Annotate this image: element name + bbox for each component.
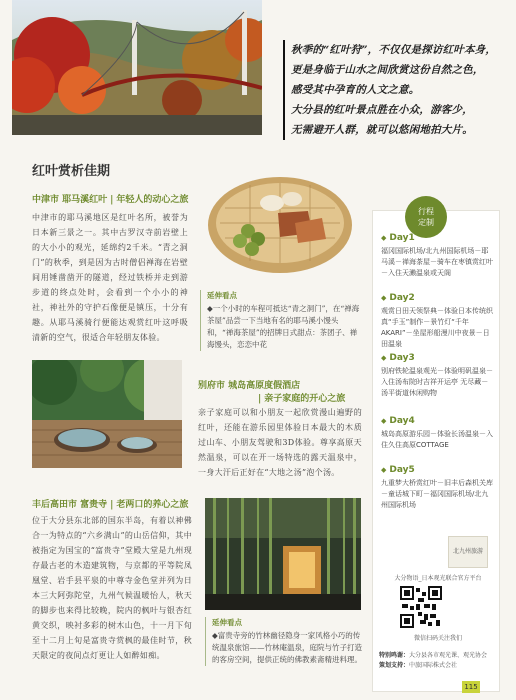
credit-2-value: 中旅国际株式会社 [409,662,458,669]
badge-line-2: 定制 [418,218,434,227]
article-3-theme: 老两口的养心之旅 [116,500,189,510]
itinerary-day-1 [381,233,495,279]
article-3-body: 位于大分县东北部的国东半岛，有着以神佛合一为特点的“六乡满山”的山岳信仰，其中被指定为国宝的“富贵寺”堂殿大堂是九州现存最古老的木造建筑物，与京都的平等院凤凰堂、岩手县平泉的中尊寺金色堂并列为日本三大阿弥陀堂，九州气候温暖怡人，秋天的脚步也来得比较晚，院内的枫叶与银杏红黄交织，映衬多彩的树木山色，十一月下旬至十二月上旬是富贵寺赏枫的最佳时节，秋天限定的夜间点灯更让人如醉如痴。 [32,516,192,660]
diamond-icon: ◆ [381,294,387,302]
day-3-label: Day3 [389,353,415,363]
qr-caption: 微信扫码关注我们 [413,635,462,642]
note-1-title: 延伸看点 [207,291,237,300]
itinerary-badge [405,196,447,238]
platform-caption: 大分物语_日本观光联合官方平台 [394,575,482,582]
quote-line-3: 感受其中孕育的人文之意。 [291,84,420,96]
article-1-theme: 年轻人的动心之旅 [116,195,189,205]
heading-separator: | [110,500,114,510]
quote-line-5: 无需避开人群，就可以悠闲地拍大片。 [291,124,473,136]
itinerary-day-4 [381,416,495,451]
credit-1-value: 大分县各市观光课、观光协会 [409,652,488,659]
article-3-location: 丰后高田市 富贵寺 [32,500,108,510]
diamond-icon: ◆ [381,466,387,474]
article-2-body: 亲子家庭可以和小朋友一起欣赏漫山遍野的红叶，还能在游乐园里体验日本最大的木质过山车、小朋友驾驶和3D体验。尊享高原天然温泉，可以在开一场特选的露天温泉中，一身大汗后正好在“大地之汤”泡个汤。 [198,408,362,477]
day-2-text: 观赏日田天领祭典－体验日本传统织真“手玉”制作－景竹灯“千年AKARI”－坐屋形船漫川中夜景－日田温泉 [381,307,493,348]
badge-line-1: 行程 [418,207,434,216]
article-1-location: 中津市 耶马溪红叶 [32,195,108,205]
credits [379,651,497,671]
quote-line-4: 大分县的红叶景点胜在小众，游客少， [291,104,473,116]
itinerary-sidebar [372,210,500,692]
quote-line-2: 更是身临于山水之间欣赏这份自然之色， [291,64,484,76]
article-2-location: 别府市 城岛高原度假酒店 [198,381,301,391]
heading-separator: | [258,394,262,404]
article-1-body: 中津市的耶马溪地区是红叶名所，被誉为日本新三景之一。其中古罗汉寺前岩壁上的大小小的观光，延绵约2千米。“青之洞门”的秋季，到是因为古时僧侣禅海在岩壁间用锤凿凿开的隧道，经过铁桥并走到游步道的终点处时，会看到一个小小的神社，神社外的守护石像便是镇压，十分有趣。从耶马溪骑行便能达观赏红叶这呼吸清新的空气，很适合年轻朋友体验。 [32,213,188,342]
itinerary-day-5 [381,465,495,511]
day-4-label: Day4 [389,416,415,426]
dango-basket-photo [200,163,360,278]
credit-2 [379,661,497,671]
article-1-heading [32,192,188,205]
quote-line-1: 秋季的“红叶狩”，不仅仅是探访红叶本身， [291,44,497,56]
outdoor-onsen-photo [32,360,182,468]
diamond-icon: ◆ [381,354,387,362]
note-2-text: ◆富贵寺旁的竹林幽径隐身一家风格小巧的传统温泉旅馆——竹林庵温泉，庭院与竹子打造的客房空间，提供正统的佛教素斋精进料理。 [212,631,362,664]
itinerary-day-2 [381,293,495,350]
extension-note-2 [205,617,365,666]
heading-separator: | [110,195,114,205]
intro-quote [283,40,508,140]
day-5-text: 九重梦大桥赏红叶－旧丰后森机关库－童话城下町－福冈国际机场/北九州国际机场 [381,479,493,509]
article-2-theme-line [255,391,345,404]
day-1-label: Day1 [389,233,415,243]
extension-note-1 [200,290,360,351]
bamboo-ryokan-photo [205,498,361,610]
credit-1 [379,651,497,661]
kitakyushu-logo: 北九州旅游 [448,536,488,568]
article-3-heading [32,497,188,510]
page-number: 115 [462,681,480,693]
day-1-text: 福冈国际机场/北九州国际机场－耶马溪－禅海茶屋－骑车在枣镇赏红叶－入住天濑温泉或天阁 [381,247,493,277]
credit-2-label: 策划支持： [379,662,410,669]
note-2-title: 延伸看点 [212,618,242,627]
day-3-text: 别府铁轮温泉观光－体验明矾温泉－入住汤布院时吉祥开运亭 无尽藏－汤平街道休闲购物 [381,367,493,397]
itinerary-day-3 [381,353,495,399]
note-1-text: ◆一个小时的车程可抵达“青之洞门”，在“禅海茶屋”品尝一下当地有名的耶马溪小馒头和，“禅海茶屋”的招牌日式甜点：茶团子、禅海馒头，恋恋中花 [207,304,360,349]
credit-1-label: 特别鸣谢： [379,652,410,659]
day-4-text: 城岛高原游乐园－体验长汤温泉－入住久住高原COTTAGE [381,430,493,449]
hero-photo-red-bridge [12,0,262,135]
qr-code-icon[interactable] [400,586,442,628]
diamond-icon: ◆ [381,417,387,425]
article-2-theme: 亲子家庭的开心之旅 [264,394,346,404]
day-2-label: Day2 [389,293,415,303]
diamond-icon: ◆ [381,234,387,242]
day-5-label: Day5 [389,465,415,475]
section-title: 红叶赏析佳期 [32,164,111,179]
